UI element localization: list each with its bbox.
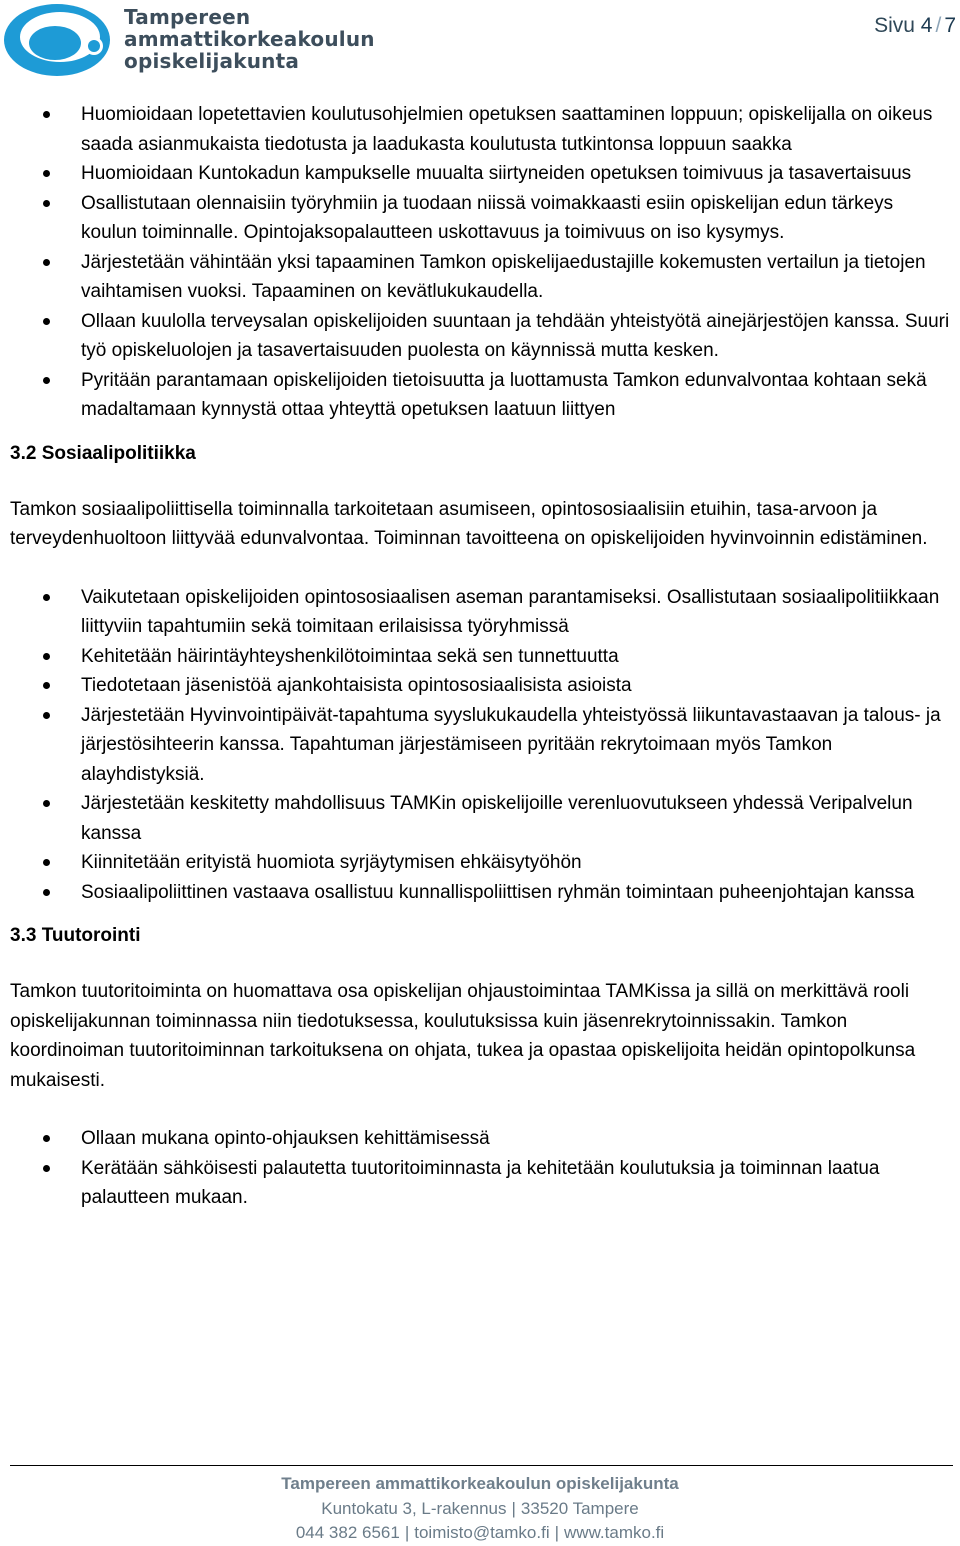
bullet-icon xyxy=(43,594,50,601)
page-label: Sivu xyxy=(874,14,915,37)
logo xyxy=(0,0,375,80)
section1-list xyxy=(10,100,954,425)
list-item: Ollaan mukana opinto-ohjauksen kehittämisessä xyxy=(10,1124,954,1154)
section2-list xyxy=(10,583,954,908)
bullet-icon xyxy=(43,800,50,807)
page-current: 4 xyxy=(920,14,933,37)
bullet-icon xyxy=(43,377,50,384)
footer-separator: | xyxy=(511,1499,516,1518)
list-item: Osallistutaan olennaisiin työryhmiin ja tuodaan niissä voimakkaasti esiin opiskelijan edun tärkeys koulun toiminnalle. Opintojaksopalautteen uskottavuus ja toimivuus on iso kysymys. xyxy=(10,189,954,248)
bullet-icon xyxy=(43,1135,50,1142)
footer-postal: 33520 Tampere xyxy=(520,1499,639,1518)
bullet-icon xyxy=(43,712,50,719)
section2-intro: Tamkon sosiaalipoliittisella toiminnalla tarkoitetaan asumiseen, opintososiaalisiin etuihin, tasa-arvoon ja terveydenhuoltoon liittyvää edunvalvontaa. Toiminnan tavoitteena on opiskelijoiden hyvinvoinnin edistäminen. xyxy=(10,498,928,549)
list-item: Kiinnitetään erityistä huomiota syrjäytymisen ehkäisytyöhön xyxy=(10,848,954,878)
section-heading-tuutorointi: 3.3 Tuutorointi xyxy=(10,925,141,946)
footer-phone: 044 382 6561 xyxy=(295,1523,400,1542)
footer-email-link[interactable]: toimisto@tamko.fi xyxy=(414,1523,550,1542)
footer-separator: | xyxy=(404,1523,410,1542)
list-item: Huomioidaan lopetettavien koulutusohjelmien opetuksen saattaminen loppuun; opiskelijalla on oikeus saada asianmukaista tiedotusta ja laadukasta koulutusta tutkintonsa loppuun saakka xyxy=(10,100,954,159)
bullet-icon xyxy=(43,653,50,660)
list-item: Kehitetään häirintäyhteyshenkilötoimintaa sekä sen tunnettuutta xyxy=(10,642,954,672)
bullet-icon xyxy=(43,170,50,177)
logo-mark-icon xyxy=(2,2,118,78)
footer-divider xyxy=(10,1465,953,1466)
bullet-icon xyxy=(43,111,50,118)
logo-text xyxy=(124,6,375,72)
footer-address-line xyxy=(0,1499,960,1519)
logo-line-1: Tampereen xyxy=(124,5,251,29)
list-item: Ollaan kuulolla terveysalan opiskelijoiden suuntaan ja tehdään yhteistyötä ainejärjestöjen kanssa. Suuri työ opiskeluolojen ja tasavertaisuuden puolesta on käynnissä mutta kesken. xyxy=(10,307,954,366)
section-heading-sosiaalipolitiikka: 3.2 Sosiaalipolitiikka xyxy=(10,442,196,464)
footer-org: Tampereen ammattikorkeakoulun opiskelijakunta xyxy=(281,1474,679,1493)
footer-address: Kuntokatu 3, L-rakennus xyxy=(321,1499,507,1518)
list-item: Järjestetään keskitetty mahdollisuus TAMKin opiskelijoille verenluovutukseen yhdessä Veripalvelun kanssa xyxy=(10,789,954,848)
bullet-icon xyxy=(43,859,50,866)
logo-line-3: opiskelijakunta xyxy=(124,49,300,73)
page-total: 7 xyxy=(944,14,956,37)
footer-contact-line xyxy=(0,1523,960,1543)
footer-web-link[interactable]: www.tamko.fi xyxy=(564,1523,665,1542)
logo-line-2: ammattikorkeakoulun xyxy=(124,27,375,51)
bullet-icon xyxy=(43,889,50,896)
document-body xyxy=(10,100,954,1213)
page-number xyxy=(874,14,956,38)
bullet-icon xyxy=(43,200,50,207)
section3-list xyxy=(10,1124,954,1213)
list-item: Järjestetään Hyvinvointipäivät-tapahtuma syyslukukaudella yhteistyössä liikuntavastaavan ja talous- ja järjestösihteerin kanssa. Tapahtuman järjestämiseen pyritään rekrytoimaan myös Tamkon alayhdistyksiä. xyxy=(10,701,954,790)
list-item: Kerätään sähköisesti palautetta tuutoritoiminnasta ja kehitetään koulutuksia ja toiminnan laatua palautteen mukaan. xyxy=(10,1154,954,1213)
list-item: Sosiaalipoliittinen vastaava osallistuu kunnallispoliittisen ryhmän toimintaan puheenjohtajan kanssa xyxy=(10,878,954,908)
bullet-icon xyxy=(43,259,50,266)
list-item: Huomioidaan Kuntokadun kampukselle muualta siirtyneiden opetuksen toimivuus ja tasavertaisuus xyxy=(10,159,954,189)
list-item: Pyritään parantamaan opiskelijoiden tietoisuutta ja luottamusta Tamkon edunvalvontaa kohtaan sekä madaltamaan kynnystä ottaa yhteyttä opetuksen laatuun liittyen xyxy=(10,366,954,425)
list-item: Tiedotetaan jäsenistöä ajankohtaisista opintososiaalisista asioista xyxy=(10,671,954,701)
bullet-icon xyxy=(43,318,50,325)
footer-separator: | xyxy=(554,1523,560,1542)
list-item: Vaikutetaan opiskelijoiden opintososiaalisen aseman parantamiseksi. Osallistutaan sosiaalipolitiikkaan liittyviin tapahtumiin sekä toimitaan erilaisissa työryhmissä xyxy=(10,583,954,642)
bullet-icon xyxy=(43,1165,50,1172)
bullet-icon xyxy=(43,682,50,689)
section3-intro: Tamkon tuutoritoiminta on huomattava osa opiskelijan ohjaustoimintaa TAMKissa ja sillä on merkittävä rooli opiskelijakunnan toiminnassa niin tiedotuksessa, koulutuksissa kuin jäsenrekrytoinnissakin. Tamkon koordinoiman tuutoritoiminnan tarkoituksena on ohjata, tukea ja opastaa opiskelijoita heidän opintopolkunsa mukaisesti. xyxy=(10,981,916,1091)
page-separator: / xyxy=(935,14,942,37)
list-item: Järjestetään vähintään yksi tapaaminen Tamkon opiskelijaedustajille kokemusten vertailun ja tietojen vaihtamisen vuoksi. Tapaaminen on kevätlukukaudella. xyxy=(10,248,954,307)
